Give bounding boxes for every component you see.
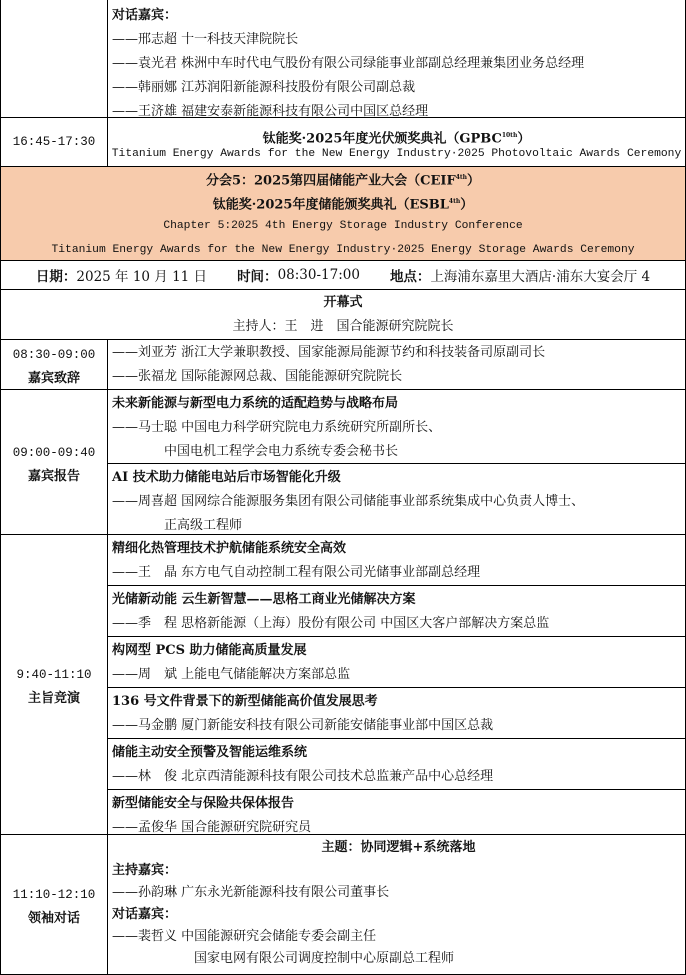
time-slot: 08:30-09:00 [12, 348, 96, 362]
time-slot: 16:45-17:30 [12, 135, 96, 149]
talk-title: 储能主动安全预警及智能运维系统 [112, 745, 308, 760]
time-slot: 9:40-11:10 [16, 668, 92, 682]
speaker-item: ——张福龙 国际能源网总裁、国能能源研究院院长 [112, 369, 403, 384]
chapter-header [1, 167, 685, 261]
opening-host: 主持人：王 进 国合能源研究院院长 [232, 318, 454, 334]
guests-label: 对话嘉宾： [112, 907, 178, 922]
guest-item: ——邢志超 十一科技天津院院长 [112, 32, 299, 47]
talk-speaker: ——王 晶 东方电气自动控制工程有限公司光储事业部副总经理 [112, 565, 481, 580]
session-label: 嘉宾报告 [27, 468, 80, 484]
talk-title: 构网型 PCS 助力储能高质量发展 [112, 643, 307, 658]
talk-speaker: ——季 程 思格新能源（上海）股份有限公司 中国区大客户部解决方案总监 [112, 616, 550, 631]
time-slot: 11:10-12:10 [12, 888, 96, 902]
talk-item: 未来新能源与新型电力系统的适配趋势与战略布局 ——马士聪 中国电力科学研究院电力系统研究所副所长、 中国电机工程学会电力系统专委会秘书长 [108, 390, 685, 464]
chapter-english: Chapter 5:2025 4th Energy Storage Industry Conference [163, 219, 523, 232]
guest-item-cont: 国家电网有限公司调度控制中心原副总工程师 [194, 951, 455, 966]
speaker-item: ——刘亚芳 浙江大学兼职教授、国家能源局能源节约和科技装备司原副司长 [112, 345, 546, 360]
reports-row [1, 390, 685, 535]
chapter-title: 分会5：2025第四届储能产业大会$(CEIF^{4th})$ [205, 172, 481, 188]
guest-item: ——王济雄 福建安泰新能源科技有限公司中国区总经理 [112, 104, 429, 119]
talk-speaker: ——孟俊华 国合能源研究院研究员 [112, 820, 312, 835]
time-slot: 09:00-09:40 [12, 445, 96, 460]
date-value: 2025 年 10 月 11 日 [76, 269, 208, 285]
talk-item: AI 技术助力储能电站后市场智能化升级 ——周喜超 国网综合能源服务集团有限公司储能事业部系统集成中心负责人博士、 正高级工程师 [112, 470, 585, 533]
pv-awards-title: 钛能奖·2025年度光伏颁奖典礼$(GPBC^{10th})$ [262, 131, 531, 147]
opening-row [1, 290, 685, 340]
welcome-row [1, 340, 685, 390]
pv-awards-row [1, 118, 685, 167]
dialogue-theme: 主题：协同逻辑+系统落地 [321, 840, 476, 855]
talk-title: 新型储能安全与保险共保体报告 [112, 796, 295, 811]
guest-item: ——韩丽娜 江苏润阳新能源科技股份有限公司副总裁 [112, 80, 416, 95]
session-label: 领袖对话 [27, 911, 80, 926]
talk-title: 光储新动能 云生新智慧——思格工商业光储解决方案 [112, 592, 416, 607]
talk-item [108, 535, 685, 586]
time-cell-empty [1, 0, 108, 117]
talk-speaker: ——周 斌 上能电气储能解决方案部总监 [112, 667, 351, 682]
keynotes-row [1, 535, 685, 835]
awards-english: Titanium Energy Awards for the New Energy Industry·2025 Energy Storage Awards Ceremony [51, 243, 635, 256]
guest-item: ——裴哲义 中国能源研究会储能专委会副主任 [112, 929, 377, 944]
talk-item [108, 790, 685, 840]
dialogue-guests-row [1, 0, 685, 118]
time-value: 08:30-17:00 [277, 267, 360, 283]
opening-title: 开幕式 [323, 294, 363, 310]
leaders-dialogue-row [1, 835, 685, 975]
host-label: 主持嘉宾： [112, 863, 178, 878]
session-label: 主旨竞演 [27, 691, 80, 706]
host-item: ——孙韵琳 广东永光新能源科技有限公司董事长 [112, 885, 390, 900]
place-value: 上海浦东嘉里大酒店·浦东大宴会厅 4 [430, 269, 651, 285]
awards-title: 钛能奖·2025年度储能颁奖典礼$(ESBL^{4th})$ [212, 196, 474, 212]
talk-item [108, 688, 685, 739]
guest-item: ——袁光君 株洲中车时代电气股份有限公司绿能事业部副总经理兼集团业务总经理 [112, 56, 585, 71]
section-label: 对话嘉宾： [112, 8, 178, 23]
talk-item [108, 586, 685, 637]
talk-title: 136 号文件背景下的新型储能高价值发展思考 [112, 694, 378, 709]
talk-item [108, 739, 685, 790]
talk-speaker: ——林 俊 北京西清能源科技有限公司技术总监兼产品中心总经理 [112, 769, 494, 784]
pv-awards-english: Titanium Energy Awards for the New Energy Industry·2025 Photovoltaic Awards Ceremony [111, 148, 682, 160]
talk-speaker: ——马金鹏 厦门新能安科技有限公司新能安储能事业部中国区总裁 [112, 718, 494, 733]
talk-title: 精细化热管理技术护航储能系统安全高效 [112, 541, 347, 556]
session-label: 嘉宾致辞 [27, 371, 80, 386]
info-row: 日期： 2025 年 10 月 11 日 时间： 08:30-17:00 地点： 上海浦东嘉里大酒店·浦东大宴会厅 4 [1, 261, 685, 290]
talk-item [108, 637, 685, 688]
